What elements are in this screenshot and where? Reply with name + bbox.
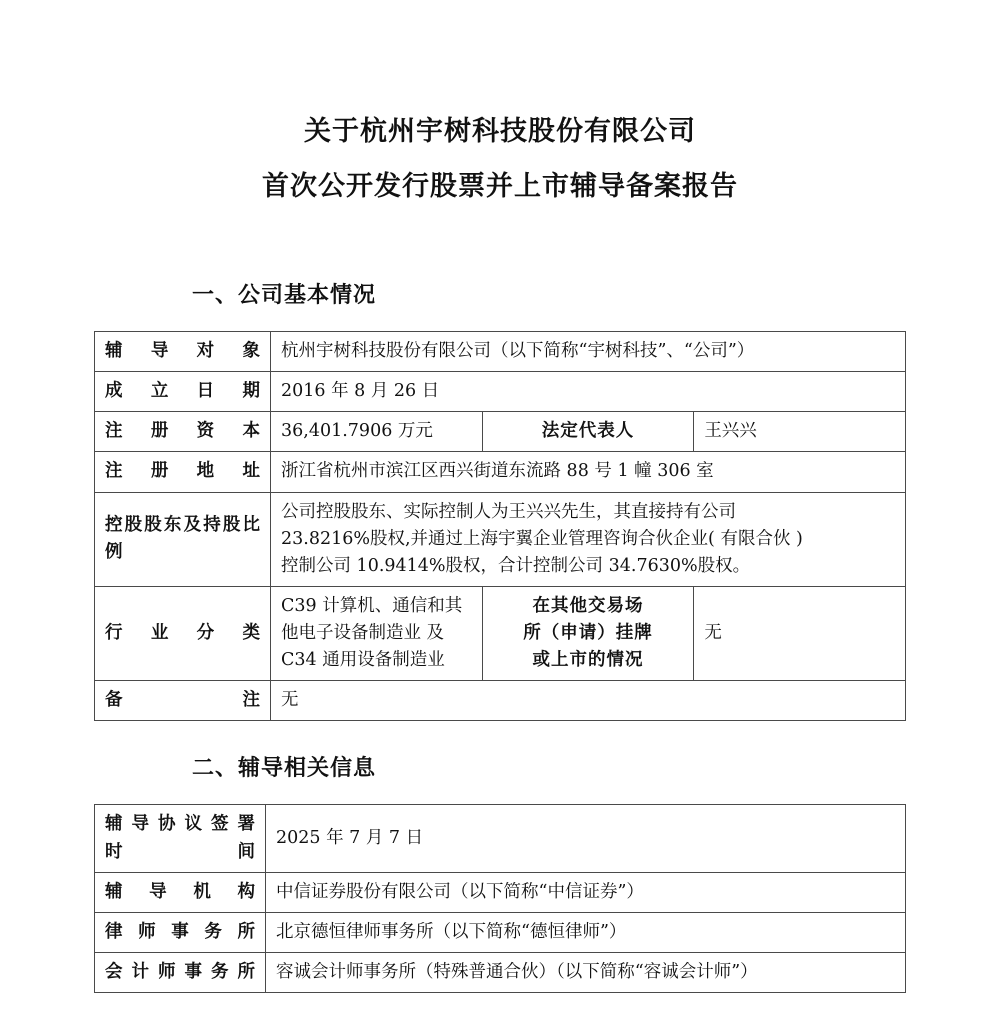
page-title: [0, 0, 1000, 200]
row-label-guidance-subject: 辅导对象: [95, 332, 271, 372]
row-label-accounting-firm: 会计师事务所: [95, 952, 266, 992]
label-line: 控股股东及持股比例: [105, 515, 260, 563]
row-value-remark: 无: [271, 681, 906, 721]
row-label-registered-capital: 注册资本: [95, 412, 271, 452]
table-row: [95, 492, 906, 586]
row-value-law-firm: 北京德恒律师事务所（以下简称“德恒律师”）: [266, 912, 906, 952]
row-label-agreement-sign-time: [95, 805, 266, 872]
row-value-controlling-shareholder: [271, 492, 906, 586]
label-line-2: 所（申请）挂牌: [523, 623, 653, 643]
row-value-registered-address: 浙江省杭州市滨江区西兴街道东流路 88 号 1 幢 306 室: [271, 452, 906, 492]
row-label-guidance-institution: 辅导机构: [95, 872, 266, 912]
row-value-other-listing: 无: [694, 586, 906, 680]
table-row: [95, 452, 906, 492]
row-value-industry-class: [271, 586, 483, 680]
table-row: [95, 872, 906, 912]
row-label-establish-date: 成立日期: [95, 372, 271, 412]
value-line-3: C34 通用设备制造业: [281, 650, 445, 671]
table-row: [95, 681, 906, 721]
value-line-1: 公司控股股东、实际控制人为王兴兴先生，其直接持有公司: [281, 501, 736, 522]
section-heading-guidance-info: 二、辅导相关信息: [192, 755, 377, 782]
value-line-3: 控制公司 10.9414%股权，合计控制公司 34.7630%股权。: [281, 555, 751, 576]
row-label-industry-class: 行业分类: [95, 586, 271, 680]
row-label-legal-representative: 法定代表人: [482, 412, 694, 452]
row-label-controlling-shareholder: [95, 492, 271, 586]
label-line-1: 辅导协议签署: [105, 814, 255, 835]
table-row: [95, 952, 906, 992]
section-heading-company-basics: 一、公司基本情况: [192, 282, 377, 308]
row-value-accounting-firm: 容诚会计师事务所（特殊普通合伙）（以下简称“容诚会计师”）: [266, 952, 906, 992]
row-value-agreement-sign-time: 2025 年 7 月 7 日: [266, 805, 906, 872]
row-label-registered-address: 注册地址: [95, 452, 271, 492]
table-row: [95, 586, 906, 680]
value-line-2: 他电子设备制造业 及: [281, 623, 445, 643]
row-value-legal-representative: 王兴兴: [694, 412, 906, 452]
row-label-law-firm: 律师事务所: [95, 912, 266, 952]
row-value-establish-date: 2016 年 8 月 26 日: [271, 372, 906, 412]
row-label-other-listing: [482, 586, 694, 680]
label-line-1: 在其他交易场: [532, 595, 644, 616]
row-value-guidance-institution: 中信证券股份有限公司（以下简称“中信证券”）: [266, 872, 906, 912]
table-row: [95, 372, 906, 412]
label-line-3: 或上市的情况: [532, 650, 644, 671]
value-line-2: 23.8216%股权,并通过上海宇翼企业管理咨询合伙企业( 有限合伙 ): [281, 528, 803, 549]
row-value-registered-capital: 36,401.7906 万元: [271, 412, 483, 452]
title-line-2: 首次公开发行股票并上市辅导备案报告: [262, 171, 738, 202]
guidance-info-table: [94, 804, 906, 993]
row-value-guidance-subject: 杭州宇树科技股份有限公司（以下简称“宇树科技”、“公司”）: [271, 332, 906, 372]
table-row: [95, 912, 906, 952]
label-line-2: 时 间: [105, 841, 255, 862]
table-row: [95, 332, 906, 372]
title-line-1: 关于杭州宇树科技股份有限公司: [304, 116, 696, 147]
table-row: [95, 805, 906, 872]
company-basic-info-table: [94, 331, 906, 721]
table-row: [95, 412, 906, 452]
row-label-remark: 备注: [95, 681, 271, 721]
value-line-1: C39 计算机、通信和其: [281, 595, 463, 616]
